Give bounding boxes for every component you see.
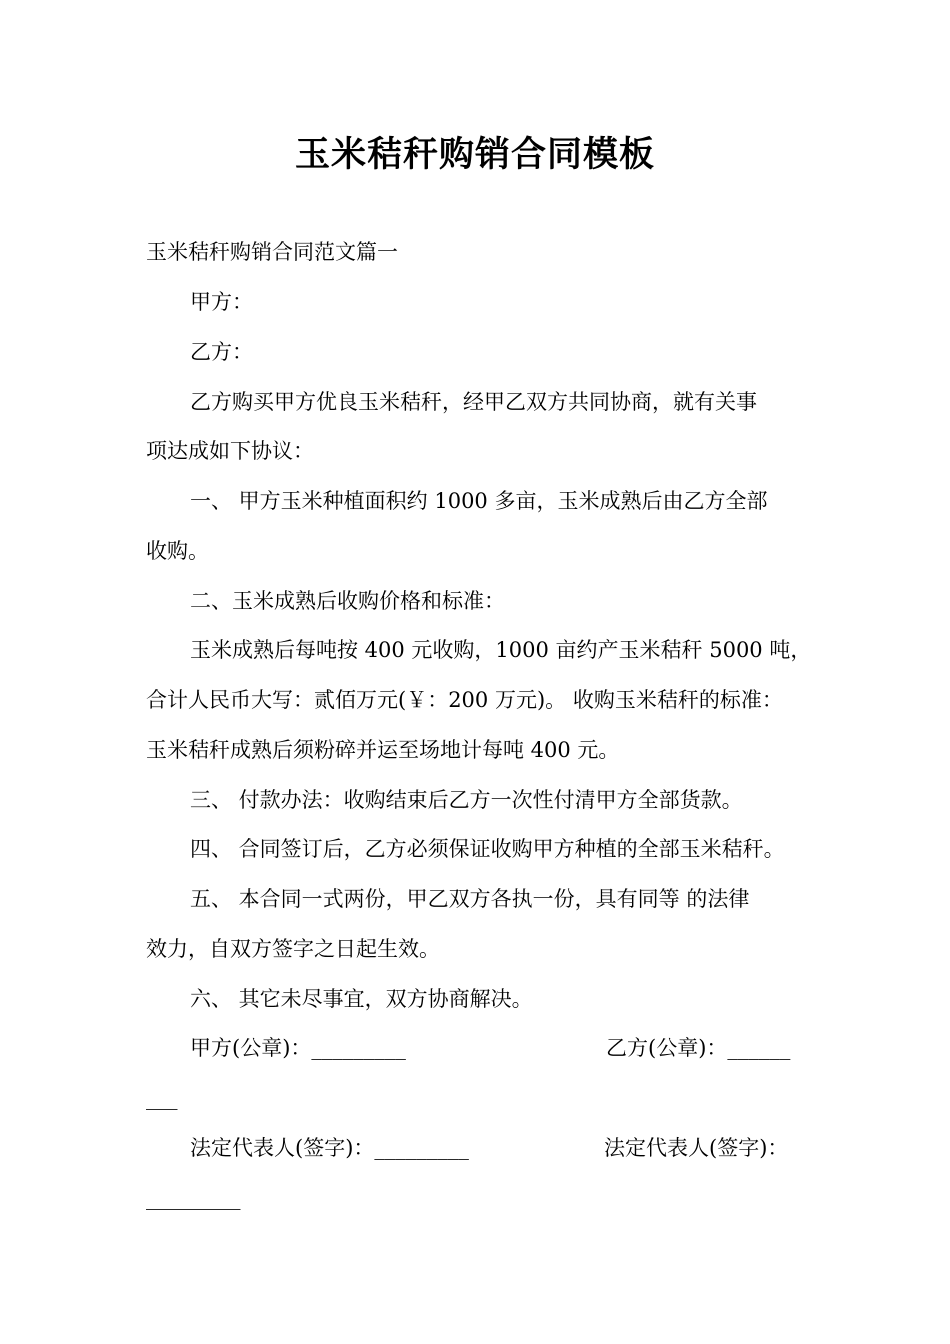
party-b-representative-field: 法定代表人(签字)：	[604, 1136, 789, 1160]
clause-2-line-1: 玉米成熟后每吨按 400 元收购，1000 亩约产玉米秸秆 5000 吨，	[190, 638, 812, 662]
document-title: 玉米秸秆购销合同模板	[294, 135, 655, 175]
clause-5-line-1: 五、 本合同一式两份，甲乙双方各执一份，具有同等 的法律	[190, 887, 750, 911]
clause-2-line-2: 合计人民币大写：贰佰万元(￥：200 万元)。 收购玉米秸秆的标准：	[146, 688, 783, 712]
intro-line-1: 乙方购买甲方优良玉米秸秆，经甲乙双方共同协商，就有关事	[190, 390, 757, 414]
clause-2-title: 二、玉米成熟后收购价格和标准：	[190, 589, 505, 613]
clause-1-line-2: 收购。	[146, 539, 209, 563]
party-a-representative-field: 法定代表人(签字)：_________	[190, 1136, 469, 1160]
clause-3: 三、 付款办法：收购结束后乙方一次性付清甲方全部货款。	[190, 788, 743, 812]
clause-2-line-3: 玉米秸秆成熟后须粉碎并运至场地计每吨 400 元。	[146, 738, 620, 762]
intro-line-2: 项达成如下协议：	[146, 439, 314, 463]
party-b-seal-field-continued: ___	[146, 1086, 178, 1110]
clause-1-line-1: 一、 甲方玉米种植面积约 1000 多亩，玉米成熟后由乙方全部	[190, 489, 768, 513]
clause-5-line-2: 效力，自双方签字之日起生效。	[146, 937, 440, 961]
clause-6: 六、 其它未尽事宜，双方协商解决。	[190, 987, 533, 1011]
party-b-label: 乙方：	[190, 340, 253, 364]
subtitle: 玉米秸秆购销合同范文篇一	[146, 240, 398, 264]
party-b-representative-field-continued: _________	[146, 1186, 241, 1210]
clause-4: 四、 合同签订后，乙方必须保证收购甲方种植的全部玉米秸秆。	[190, 837, 785, 861]
party-a-seal-field: 甲方(公章)：_________	[190, 1036, 406, 1060]
party-a-label: 甲方：	[190, 290, 253, 314]
party-b-seal-field: 乙方(公章)：______	[606, 1036, 791, 1060]
